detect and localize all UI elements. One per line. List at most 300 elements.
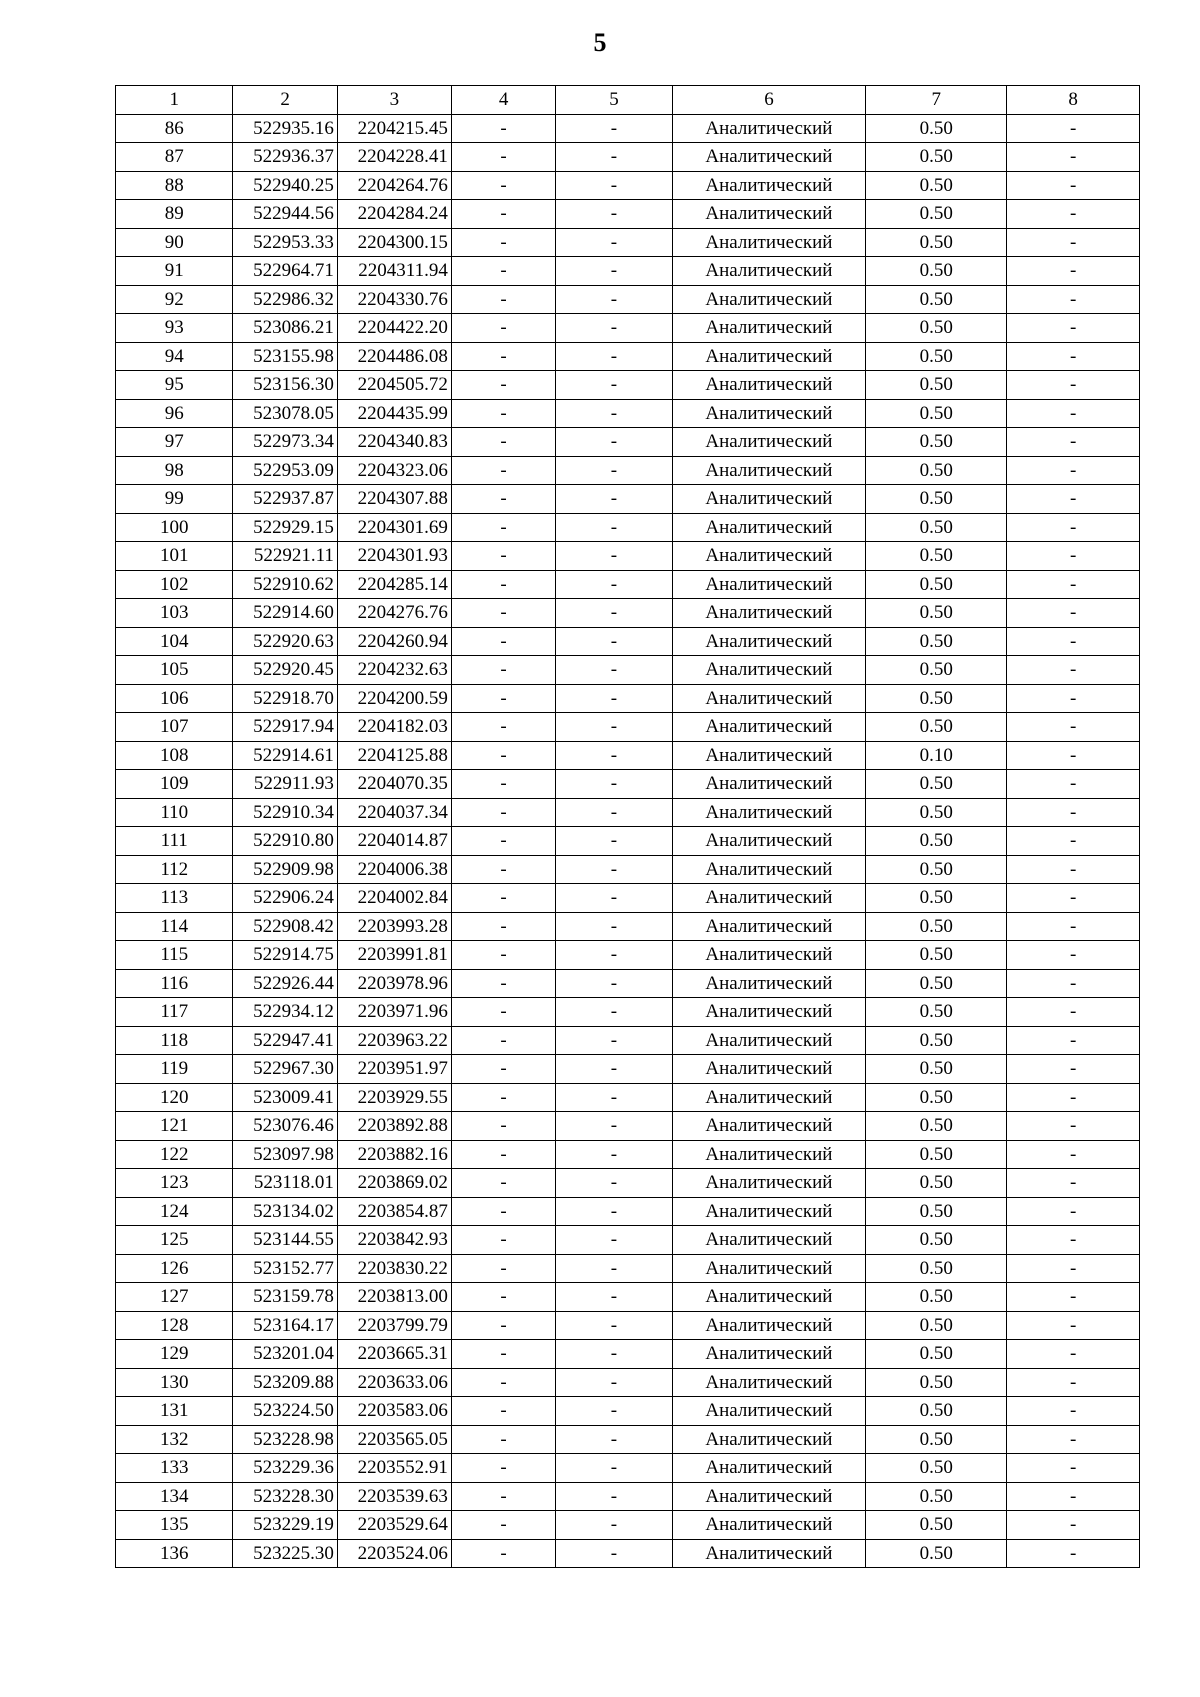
- col8-cell: -: [1007, 1482, 1140, 1511]
- col4-cell: -: [451, 1026, 556, 1055]
- table-row: [116, 1140, 1140, 1169]
- point-number-cell: 108: [116, 741, 233, 770]
- method-cell: Аналитический: [672, 884, 866, 913]
- table-row: [116, 1083, 1140, 1112]
- table-row: [116, 428, 1140, 457]
- col4-cell: -: [451, 656, 556, 685]
- method-cell: Аналитический: [672, 770, 866, 799]
- col8-cell: -: [1007, 884, 1140, 913]
- col5-cell: -: [556, 143, 672, 172]
- accuracy-cell: 0.50: [866, 285, 1007, 314]
- method-cell: Аналитический: [672, 713, 866, 742]
- x-coordinate-cell: 523201.04: [233, 1340, 338, 1369]
- x-coordinate-cell: 523228.98: [233, 1425, 338, 1454]
- y-coordinate-cell: 2204215.45: [337, 114, 451, 143]
- point-number-cell: 120: [116, 1083, 233, 1112]
- col8-cell: -: [1007, 228, 1140, 257]
- col4-cell: -: [451, 228, 556, 257]
- col4-cell: -: [451, 1482, 556, 1511]
- table-row: [116, 228, 1140, 257]
- col4-cell: -: [451, 371, 556, 400]
- col8-cell: -: [1007, 1169, 1140, 1198]
- table-row: [116, 1397, 1140, 1426]
- y-coordinate-cell: 2204435.99: [337, 399, 451, 428]
- col5-cell: -: [556, 941, 672, 970]
- point-number-cell: 101: [116, 542, 233, 571]
- method-cell: Аналитический: [672, 143, 866, 172]
- method-cell: Аналитический: [672, 855, 866, 884]
- col4-cell: -: [451, 428, 556, 457]
- accuracy-cell: 0.50: [866, 855, 1007, 884]
- method-cell: Аналитический: [672, 1397, 866, 1426]
- col4-cell: -: [451, 1340, 556, 1369]
- method-cell: Аналитический: [672, 342, 866, 371]
- col8-cell: -: [1007, 570, 1140, 599]
- col4-cell: -: [451, 1539, 556, 1568]
- x-coordinate-cell: 523097.98: [233, 1140, 338, 1169]
- accuracy-cell: 0.50: [866, 399, 1007, 428]
- col5-cell: -: [556, 912, 672, 941]
- x-coordinate-cell: 523229.19: [233, 1511, 338, 1540]
- col5-cell: -: [556, 200, 672, 229]
- col4-cell: -: [451, 684, 556, 713]
- col5-cell: -: [556, 741, 672, 770]
- col4-cell: -: [451, 998, 556, 1027]
- col8-cell: -: [1007, 171, 1140, 200]
- table-row: [116, 1368, 1140, 1397]
- accuracy-cell: 0.50: [866, 1197, 1007, 1226]
- col5-cell: -: [556, 513, 672, 542]
- col4-cell: -: [451, 542, 556, 571]
- accuracy-cell: 0.50: [866, 1140, 1007, 1169]
- col5-cell: -: [556, 998, 672, 1027]
- col5-cell: -: [556, 314, 672, 343]
- table-row: [116, 1425, 1140, 1454]
- accuracy-cell: 0.50: [866, 1454, 1007, 1483]
- column-header: 5: [556, 86, 672, 115]
- col8-cell: -: [1007, 371, 1140, 400]
- point-number-cell: 111: [116, 827, 233, 856]
- col5-cell: -: [556, 1112, 672, 1141]
- col5-cell: -: [556, 1226, 672, 1255]
- col8-cell: -: [1007, 1140, 1140, 1169]
- x-coordinate-cell: 523228.30: [233, 1482, 338, 1511]
- accuracy-cell: 0.50: [866, 1539, 1007, 1568]
- x-coordinate-cell: 522908.42: [233, 912, 338, 941]
- y-coordinate-cell: 2203993.28: [337, 912, 451, 941]
- table-row: [116, 1254, 1140, 1283]
- col5-cell: -: [556, 713, 672, 742]
- accuracy-cell: 0.50: [866, 713, 1007, 742]
- y-coordinate-cell: 2203971.96: [337, 998, 451, 1027]
- table-row: [116, 969, 1140, 998]
- x-coordinate-cell: 522909.98: [233, 855, 338, 884]
- col4-cell: -: [451, 855, 556, 884]
- col5-cell: -: [556, 1539, 672, 1568]
- col4-cell: -: [451, 1425, 556, 1454]
- col8-cell: -: [1007, 1112, 1140, 1141]
- accuracy-cell: 0.50: [866, 1511, 1007, 1540]
- y-coordinate-cell: 2204285.14: [337, 570, 451, 599]
- accuracy-cell: 0.50: [866, 827, 1007, 856]
- method-cell: Аналитический: [672, 1112, 866, 1141]
- accuracy-cell: 0.50: [866, 456, 1007, 485]
- accuracy-cell: 0.50: [866, 1055, 1007, 1084]
- accuracy-cell: 0.50: [866, 656, 1007, 685]
- accuracy-cell: 0.50: [866, 770, 1007, 799]
- accuracy-cell: 0.50: [866, 1340, 1007, 1369]
- header-row: [116, 86, 1140, 115]
- column-header: 3: [337, 86, 451, 115]
- y-coordinate-cell: 2204323.06: [337, 456, 451, 485]
- y-coordinate-cell: 2204002.84: [337, 884, 451, 913]
- column-header: 4: [451, 86, 556, 115]
- accuracy-cell: 0.50: [866, 599, 1007, 628]
- col4-cell: -: [451, 1197, 556, 1226]
- method-cell: Аналитический: [672, 228, 866, 257]
- point-number-cell: 115: [116, 941, 233, 970]
- table-row: [116, 342, 1140, 371]
- y-coordinate-cell: 2203951.97: [337, 1055, 451, 1084]
- x-coordinate-cell: 522911.93: [233, 770, 338, 799]
- col8-cell: -: [1007, 855, 1140, 884]
- method-cell: Аналитический: [672, 1140, 866, 1169]
- col4-cell: -: [451, 570, 556, 599]
- x-coordinate-cell: 523156.30: [233, 371, 338, 400]
- method-cell: Аналитический: [672, 1083, 866, 1112]
- col8-cell: -: [1007, 1197, 1140, 1226]
- x-coordinate-cell: 522953.09: [233, 456, 338, 485]
- column-header: 7: [866, 86, 1007, 115]
- col4-cell: -: [451, 1055, 556, 1084]
- y-coordinate-cell: 2204307.88: [337, 485, 451, 514]
- accuracy-cell: 0.50: [866, 627, 1007, 656]
- method-cell: Аналитический: [672, 485, 866, 514]
- col5-cell: -: [556, 428, 672, 457]
- col5-cell: -: [556, 228, 672, 257]
- x-coordinate-cell: 522921.11: [233, 542, 338, 571]
- y-coordinate-cell: 2204284.24: [337, 200, 451, 229]
- column-header: 8: [1007, 86, 1140, 115]
- x-coordinate-cell: 523078.05: [233, 399, 338, 428]
- table-row: [116, 827, 1140, 856]
- y-coordinate-cell: 2204070.35: [337, 770, 451, 799]
- x-coordinate-cell: 522935.16: [233, 114, 338, 143]
- col8-cell: -: [1007, 998, 1140, 1027]
- col5-cell: -: [556, 285, 672, 314]
- method-cell: Аналитический: [672, 1226, 866, 1255]
- x-coordinate-cell: 523076.46: [233, 1112, 338, 1141]
- method-cell: Аналитический: [672, 941, 866, 970]
- accuracy-cell: 0.50: [866, 542, 1007, 571]
- x-coordinate-cell: 523229.36: [233, 1454, 338, 1483]
- col8-cell: -: [1007, 1539, 1140, 1568]
- page-number: 5: [593, 28, 607, 57]
- y-coordinate-cell: 2203854.87: [337, 1197, 451, 1226]
- y-coordinate-cell: 2203842.93: [337, 1226, 451, 1255]
- y-coordinate-cell: 2204232.63: [337, 656, 451, 685]
- method-cell: Аналитический: [672, 1055, 866, 1084]
- col5-cell: -: [556, 599, 672, 628]
- col5-cell: -: [556, 399, 672, 428]
- x-coordinate-cell: 523118.01: [233, 1169, 338, 1198]
- col8-cell: -: [1007, 1311, 1140, 1340]
- accuracy-cell: 0.50: [866, 998, 1007, 1027]
- col4-cell: -: [451, 1368, 556, 1397]
- x-coordinate-cell: 522934.12: [233, 998, 338, 1027]
- y-coordinate-cell: 2204006.38: [337, 855, 451, 884]
- accuracy-cell: 0.50: [866, 257, 1007, 286]
- table-row: [116, 998, 1140, 1027]
- accuracy-cell: 0.50: [866, 570, 1007, 599]
- table-row: [116, 314, 1140, 343]
- table-row: [116, 1026, 1140, 1055]
- col8-cell: -: [1007, 1511, 1140, 1540]
- col4-cell: -: [451, 171, 556, 200]
- accuracy-cell: 0.50: [866, 884, 1007, 913]
- col8-cell: -: [1007, 1226, 1140, 1255]
- col4-cell: -: [451, 912, 556, 941]
- table-row: [116, 1055, 1140, 1084]
- accuracy-cell: 0.50: [866, 1112, 1007, 1141]
- point-number-cell: 92: [116, 285, 233, 314]
- point-number-cell: 135: [116, 1511, 233, 1540]
- accuracy-cell: 0.50: [866, 941, 1007, 970]
- table-row: [116, 599, 1140, 628]
- point-number-cell: 134: [116, 1482, 233, 1511]
- table-row: [116, 941, 1140, 970]
- y-coordinate-cell: 2203830.22: [337, 1254, 451, 1283]
- y-coordinate-cell: 2204276.76: [337, 599, 451, 628]
- table-row: [116, 542, 1140, 571]
- table-row: [116, 713, 1140, 742]
- column-header: 1: [116, 86, 233, 115]
- accuracy-cell: 0.10: [866, 741, 1007, 770]
- col5-cell: -: [556, 1055, 672, 1084]
- point-number-cell: 123: [116, 1169, 233, 1198]
- table-row: [116, 485, 1140, 514]
- method-cell: Аналитический: [672, 684, 866, 713]
- method-cell: Аналитический: [672, 1254, 866, 1283]
- col5-cell: -: [556, 1283, 672, 1312]
- x-coordinate-cell: 522947.41: [233, 1026, 338, 1055]
- y-coordinate-cell: 2203539.63: [337, 1482, 451, 1511]
- method-cell: Аналитический: [672, 827, 866, 856]
- x-coordinate-cell: 523009.41: [233, 1083, 338, 1112]
- y-coordinate-cell: 2204486.08: [337, 342, 451, 371]
- accuracy-cell: 0.50: [866, 1026, 1007, 1055]
- accuracy-cell: 0.50: [866, 114, 1007, 143]
- col8-cell: -: [1007, 627, 1140, 656]
- col4-cell: -: [451, 485, 556, 514]
- point-number-cell: 116: [116, 969, 233, 998]
- method-cell: Аналитический: [672, 1482, 866, 1511]
- col8-cell: -: [1007, 485, 1140, 514]
- col5-cell: -: [556, 1083, 672, 1112]
- col5-cell: -: [556, 485, 672, 514]
- x-coordinate-cell: 522917.94: [233, 713, 338, 742]
- point-number-cell: 113: [116, 884, 233, 913]
- point-number-cell: 131: [116, 1397, 233, 1426]
- table-row: [116, 912, 1140, 941]
- accuracy-cell: 0.50: [866, 200, 1007, 229]
- col8-cell: -: [1007, 684, 1140, 713]
- col5-cell: -: [556, 1397, 672, 1426]
- method-cell: Аналитический: [672, 1368, 866, 1397]
- x-coordinate-cell: 522936.37: [233, 143, 338, 172]
- method-cell: Аналитический: [672, 1539, 866, 1568]
- x-coordinate-cell: 523164.17: [233, 1311, 338, 1340]
- method-cell: Аналитический: [672, 513, 866, 542]
- col4-cell: -: [451, 285, 556, 314]
- y-coordinate-cell: 2204422.20: [337, 314, 451, 343]
- point-number-cell: 102: [116, 570, 233, 599]
- table-row: [116, 656, 1140, 685]
- accuracy-cell: 0.50: [866, 1311, 1007, 1340]
- method-cell: Аналитический: [672, 1511, 866, 1540]
- col5-cell: -: [556, 1169, 672, 1198]
- table-row: [116, 1482, 1140, 1511]
- table-row: [116, 570, 1140, 599]
- accuracy-cell: 0.50: [866, 1368, 1007, 1397]
- table-row: [116, 884, 1140, 913]
- col4-cell: -: [451, 969, 556, 998]
- col5-cell: -: [556, 257, 672, 286]
- accuracy-cell: 0.50: [866, 798, 1007, 827]
- y-coordinate-cell: 2204340.83: [337, 428, 451, 457]
- col5-cell: -: [556, 570, 672, 599]
- col8-cell: -: [1007, 200, 1140, 229]
- col4-cell: -: [451, 1254, 556, 1283]
- col4-cell: -: [451, 1112, 556, 1141]
- x-coordinate-cell: 522920.45: [233, 656, 338, 685]
- table-row: [116, 1283, 1140, 1312]
- point-number-cell: 124: [116, 1197, 233, 1226]
- x-coordinate-cell: 522910.34: [233, 798, 338, 827]
- point-number-cell: 89: [116, 200, 233, 229]
- col5-cell: -: [556, 1197, 672, 1226]
- point-number-cell: 114: [116, 912, 233, 941]
- col4-cell: -: [451, 1397, 556, 1426]
- accuracy-cell: 0.50: [866, 428, 1007, 457]
- method-cell: Аналитический: [672, 656, 866, 685]
- method-cell: Аналитический: [672, 1311, 866, 1340]
- col5-cell: -: [556, 1425, 672, 1454]
- method-cell: Аналитический: [672, 570, 866, 599]
- col8-cell: -: [1007, 456, 1140, 485]
- x-coordinate-cell: 523225.30: [233, 1539, 338, 1568]
- table-row: [116, 627, 1140, 656]
- method-cell: Аналитический: [672, 1197, 866, 1226]
- point-number-cell: 126: [116, 1254, 233, 1283]
- y-coordinate-cell: 2204300.15: [337, 228, 451, 257]
- col5-cell: -: [556, 1254, 672, 1283]
- method-cell: Аналитический: [672, 114, 866, 143]
- point-number-cell: 121: [116, 1112, 233, 1141]
- y-coordinate-cell: 2203665.31: [337, 1340, 451, 1369]
- col8-cell: -: [1007, 399, 1140, 428]
- accuracy-cell: 0.50: [866, 342, 1007, 371]
- col4-cell: -: [451, 200, 556, 229]
- point-number-cell: 91: [116, 257, 233, 286]
- table-row: [116, 257, 1140, 286]
- accuracy-cell: 0.50: [866, 969, 1007, 998]
- method-cell: Аналитический: [672, 371, 866, 400]
- x-coordinate-cell: 522944.56: [233, 200, 338, 229]
- point-number-cell: 107: [116, 713, 233, 742]
- col4-cell: -: [451, 770, 556, 799]
- x-coordinate-cell: 522953.33: [233, 228, 338, 257]
- table-row: [116, 684, 1140, 713]
- col8-cell: -: [1007, 741, 1140, 770]
- col5-cell: -: [556, 1368, 672, 1397]
- point-number-cell: 93: [116, 314, 233, 343]
- x-coordinate-cell: 522914.60: [233, 599, 338, 628]
- method-cell: Аналитический: [672, 741, 866, 770]
- table-header: [116, 86, 1140, 115]
- col4-cell: -: [451, 1454, 556, 1483]
- col4-cell: -: [451, 1283, 556, 1312]
- x-coordinate-cell: 522918.70: [233, 684, 338, 713]
- table-row: [116, 1340, 1140, 1369]
- col5-cell: -: [556, 542, 672, 571]
- y-coordinate-cell: 2203552.91: [337, 1454, 451, 1483]
- y-coordinate-cell: 2204311.94: [337, 257, 451, 286]
- col8-cell: -: [1007, 513, 1140, 542]
- col8-cell: -: [1007, 656, 1140, 685]
- col4-cell: -: [451, 1226, 556, 1255]
- table-row: [116, 741, 1140, 770]
- y-coordinate-cell: 2204200.59: [337, 684, 451, 713]
- accuracy-cell: 0.50: [866, 1397, 1007, 1426]
- col4-cell: -: [451, 599, 556, 628]
- accuracy-cell: 0.50: [866, 143, 1007, 172]
- point-number-cell: 106: [116, 684, 233, 713]
- col4-cell: -: [451, 798, 556, 827]
- col8-cell: -: [1007, 912, 1140, 941]
- col5-cell: -: [556, 656, 672, 685]
- col5-cell: -: [556, 1140, 672, 1169]
- method-cell: Аналитический: [672, 1340, 866, 1369]
- method-cell: Аналитический: [672, 1026, 866, 1055]
- accuracy-cell: 0.50: [866, 1169, 1007, 1198]
- point-number-cell: 104: [116, 627, 233, 656]
- x-coordinate-cell: 523155.98: [233, 342, 338, 371]
- table-row: [116, 371, 1140, 400]
- col4-cell: -: [451, 741, 556, 770]
- y-coordinate-cell: 2203799.79: [337, 1311, 451, 1340]
- method-cell: Аналитический: [672, 1425, 866, 1454]
- x-coordinate-cell: 523144.55: [233, 1226, 338, 1255]
- x-coordinate-cell: 523152.77: [233, 1254, 338, 1283]
- col8-cell: -: [1007, 542, 1140, 571]
- x-coordinate-cell: 522929.15: [233, 513, 338, 542]
- point-number-cell: 95: [116, 371, 233, 400]
- table-row: [116, 399, 1140, 428]
- point-number-cell: 94: [116, 342, 233, 371]
- col8-cell: -: [1007, 143, 1140, 172]
- col4-cell: -: [451, 941, 556, 970]
- y-coordinate-cell: 2204505.72: [337, 371, 451, 400]
- method-cell: Аналитический: [672, 969, 866, 998]
- col4-cell: -: [451, 627, 556, 656]
- y-coordinate-cell: 2203882.16: [337, 1140, 451, 1169]
- x-coordinate-cell: 523224.50: [233, 1397, 338, 1426]
- point-number-cell: 103: [116, 599, 233, 628]
- col4-cell: -: [451, 1511, 556, 1540]
- col4-cell: -: [451, 1169, 556, 1198]
- method-cell: Аналитический: [672, 399, 866, 428]
